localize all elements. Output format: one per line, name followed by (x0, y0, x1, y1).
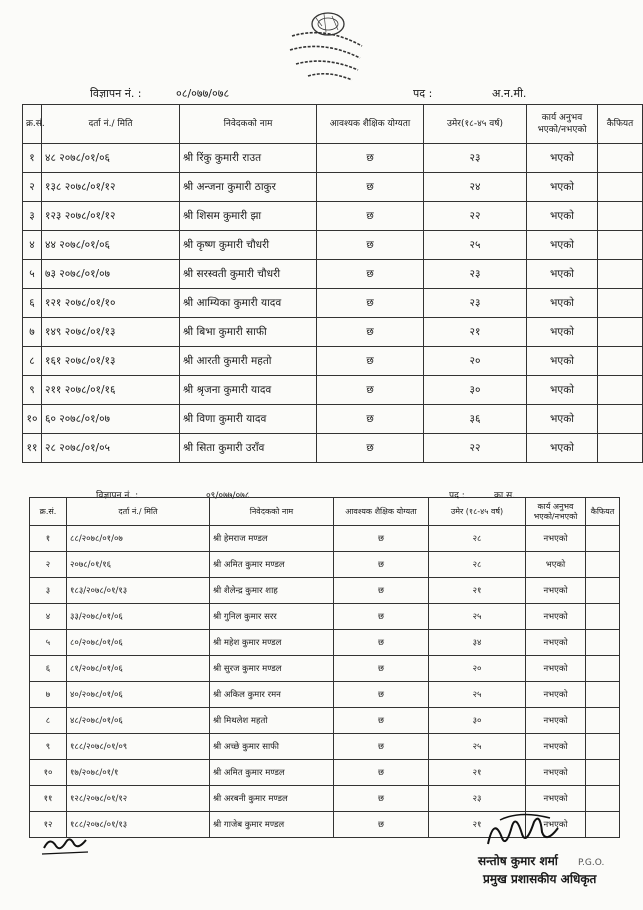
cell-applicant-name: श्री अमित कुमार मण्डल (210, 552, 334, 578)
table-row (23, 173, 643, 202)
cell-reg-date: १३८ २०७८/०१/१२ (42, 173, 180, 202)
cell-qualification: छ (317, 289, 424, 318)
cell-serial: ९ (30, 734, 67, 760)
cell-applicant-name: श्री श्रृजना कुमारी यादव (180, 376, 317, 405)
section2-post-value: का.स. (494, 491, 516, 501)
cell-reg-date: १८८/२०७८/०१/०९ (67, 734, 210, 760)
cell-serial: ६ (23, 289, 42, 318)
cell-applicant-name: श्री गाजेब कुमार मण्डल (210, 812, 334, 838)
cell-serial: ११ (30, 786, 67, 812)
cell-age: ३६ (424, 405, 527, 434)
cell-age: २८ (429, 552, 526, 578)
cell-applicant-name: श्री शिसम कुमारी झा (180, 202, 317, 231)
cell-applicant-name: श्री आम्यिका कुमारी यादव (180, 289, 317, 318)
table-row (23, 144, 643, 173)
table-row (23, 260, 643, 289)
header-applicant-name: निवेदकको नाम (180, 105, 317, 144)
cell-qualification: छ (317, 173, 424, 202)
cell-age: २५ (424, 231, 527, 260)
officer-signature (480, 808, 570, 854)
cell-serial: ४ (23, 231, 42, 260)
officer-name: सन्तोष कुमार शर्मा (478, 854, 558, 868)
header-serial: क्र.सं. (23, 105, 42, 144)
cell-remarks (598, 434, 643, 463)
cell-experience: भएको (527, 434, 598, 463)
cell-experience: नभएको (526, 630, 586, 656)
cell-experience: भएको (527, 173, 598, 202)
cell-remarks (598, 173, 643, 202)
cell-serial: ५ (30, 630, 67, 656)
table-row (30, 552, 620, 578)
cell-applicant-name: श्री सिता कुमारी उराँव (180, 434, 317, 463)
cell-qualification: छ (334, 682, 429, 708)
header-age: उमेर (१८-४५ वर्ष) (429, 498, 526, 526)
cell-experience: नभएको (526, 812, 586, 838)
cell-qualification: छ (334, 526, 429, 552)
cell-reg-date: २११ २०७८/०१/१६ (42, 376, 180, 405)
table-row (23, 347, 643, 376)
cell-age: ३४ (429, 630, 526, 656)
cell-applicant-name: श्री अच्छे कुमार साफी (210, 734, 334, 760)
cell-reg-date: १२१ २०७८/०१/१० (42, 289, 180, 318)
section1-ad-number: ०८/०७७/०७८ (176, 87, 230, 100)
cell-qualification: छ (317, 318, 424, 347)
header-reg-date: दर्ता नं./ मिति (42, 105, 180, 144)
cell-qualification: छ (334, 734, 429, 760)
cell-reg-date: ६० २०७८/०१/०७ (42, 405, 180, 434)
cell-remarks (598, 376, 643, 405)
office-seal-stamp (286, 6, 364, 84)
cell-age: २० (424, 347, 527, 376)
cell-age: २२ (424, 202, 527, 231)
cell-age: २३ (424, 144, 527, 173)
header-serial: क्र.सं. (30, 498, 67, 526)
table-row (30, 760, 620, 786)
cell-reg-date: ७३ २०७८/०१/०७ (42, 260, 180, 289)
cell-reg-date: २०७८/०१/१६ (67, 552, 210, 578)
header-experience: कार्य अनुभव भएको/नभएको (526, 498, 586, 526)
cell-experience: भएको (526, 552, 586, 578)
cell-serial: ४ (30, 604, 67, 630)
cell-qualification: छ (317, 347, 424, 376)
cell-qualification: छ (317, 260, 424, 289)
cell-reg-date: १४९ २०७८/०१/१३ (42, 318, 180, 347)
cell-experience: नभएको (526, 682, 586, 708)
cell-serial: ११ (23, 434, 42, 463)
cell-qualification: छ (334, 708, 429, 734)
table-row (23, 289, 643, 318)
header-remarks: कैफियत (598, 105, 643, 144)
cell-remarks (586, 656, 620, 682)
cell-remarks (586, 630, 620, 656)
table-row (30, 734, 620, 760)
cell-remarks (586, 552, 620, 578)
section1-header-row (23, 105, 643, 144)
cell-applicant-name: श्री सुरज कुमार मण्डल (210, 656, 334, 682)
table-row (30, 630, 620, 656)
header-age: उमेर(१८-४५ वर्ष) (424, 105, 527, 144)
cell-qualification: छ (334, 578, 429, 604)
cell-experience: भएको (527, 202, 598, 231)
cell-age: २१ (424, 318, 527, 347)
cell-serial: २ (30, 552, 67, 578)
section2-table (29, 497, 620, 838)
cell-serial: ५ (23, 260, 42, 289)
section2-header-row (30, 498, 620, 526)
cell-age: २५ (429, 734, 526, 760)
cell-serial: ८ (30, 708, 67, 734)
cell-reg-date: २८ २०७८/०१/०५ (42, 434, 180, 463)
cell-serial: ६ (30, 656, 67, 682)
cell-age: २१ (429, 578, 526, 604)
cell-reg-date: ८०/२०७८/०१/०६ (67, 630, 210, 656)
cell-qualification: छ (334, 656, 429, 682)
cell-experience: नभएको (526, 760, 586, 786)
cell-reg-date: १६१ २०७८/०१/१३ (42, 347, 180, 376)
cell-applicant-name: श्री हेमराज मण्डल (210, 526, 334, 552)
cell-applicant-name: श्री सरस्वती कुमारी चौधरी (180, 260, 317, 289)
cell-serial: ८ (23, 347, 42, 376)
header-applicant-name: निवेदकको नाम (210, 498, 334, 526)
cell-age: २३ (424, 260, 527, 289)
cell-age: २१ (429, 812, 526, 838)
cell-remarks (598, 318, 643, 347)
cell-experience: भएको (527, 144, 598, 173)
table-row (23, 202, 643, 231)
cell-reg-date: १८३/२०७८/०१/१३ (67, 578, 210, 604)
cell-age: २१ (429, 760, 526, 786)
cell-remarks (586, 578, 620, 604)
cell-experience: भएको (527, 318, 598, 347)
table-row (30, 682, 620, 708)
cell-reg-date: १२८/२०७८/०१/१२ (67, 786, 210, 812)
cell-applicant-name: श्री शैलेन्द्र कुमार शाह (210, 578, 334, 604)
cell-experience: भएको (527, 231, 598, 260)
cell-reg-date: ८१/२०७८/०१/०६ (67, 656, 210, 682)
cell-serial: ७ (23, 318, 42, 347)
cell-remarks (598, 289, 643, 318)
cell-experience: नभएको (526, 734, 586, 760)
table-row (30, 526, 620, 552)
cell-experience: नभएको (526, 604, 586, 630)
cell-age: ३० (424, 376, 527, 405)
header-qualification: आवश्यक शैक्षिक योग्यता (334, 498, 429, 526)
section2-ad-label: विज्ञापन नं. : (96, 491, 139, 501)
cell-qualification: छ (334, 812, 429, 838)
page-code: P.G.O. (578, 858, 605, 868)
cell-reg-date: ४४ २०७८/०१/०६ (42, 231, 180, 260)
table-row (30, 604, 620, 630)
cell-qualification: छ (317, 144, 424, 173)
table-row (30, 578, 620, 604)
cell-reg-date: ८८/२०७८/०१/०७ (67, 526, 210, 552)
cell-age: २३ (424, 289, 527, 318)
cell-qualification: छ (317, 231, 424, 260)
cell-remarks (586, 526, 620, 552)
table-row (30, 656, 620, 682)
cell-experience: भएको (527, 347, 598, 376)
cell-serial: २ (23, 173, 42, 202)
cell-experience: भएको (527, 289, 598, 318)
cell-serial: १० (30, 760, 67, 786)
section1-table (22, 104, 643, 463)
cell-applicant-name: श्री बिभा कुमारी साफी (180, 318, 317, 347)
cell-age: ३० (429, 708, 526, 734)
cell-qualification: छ (317, 434, 424, 463)
cell-remarks (586, 708, 620, 734)
cell-qualification: छ (334, 760, 429, 786)
cell-qualification: छ (334, 786, 429, 812)
cell-reg-date: ४८/२०७८/०१/०६ (67, 708, 210, 734)
header-experience: कार्य अनुभव भएको/नभएको (527, 105, 598, 144)
table-row (23, 318, 643, 347)
cell-reg-date: ४८ २०७८/०१/०६ (42, 144, 180, 173)
table-row (23, 405, 643, 434)
cell-applicant-name: श्री मिथलेश महतो (210, 708, 334, 734)
cell-experience: नभएको (526, 786, 586, 812)
officer-title: प्रमुख प्रशासकीय अधिकृत (483, 872, 597, 886)
cell-applicant-name: श्री अमित कुमार मण्डल (210, 760, 334, 786)
table-row (23, 231, 643, 260)
cell-applicant-name: श्री रिंकु कुमारी राउत (180, 144, 317, 173)
cell-remarks (598, 347, 643, 376)
table-row (30, 708, 620, 734)
cell-remarks (598, 144, 643, 173)
cell-experience: नभएको (526, 656, 586, 682)
section1-post-value: अ.न.मी. (492, 87, 527, 100)
cell-remarks (598, 231, 643, 260)
cell-reg-date: ३३/२०७८/०१/०६ (67, 604, 210, 630)
cell-remarks (598, 260, 643, 289)
cell-age: २० (429, 656, 526, 682)
cell-remarks (598, 202, 643, 231)
cell-reg-date: ४०/२०७८/०१/०६ (67, 682, 210, 708)
section2-post-label: पद : (449, 491, 465, 501)
cell-applicant-name: श्री आरती कुमारी महतो (180, 347, 317, 376)
cell-remarks (586, 604, 620, 630)
cell-age: २८ (429, 526, 526, 552)
section1-post-label: पद : (413, 87, 433, 100)
cell-serial: ९ (23, 376, 42, 405)
cell-serial: १ (23, 144, 42, 173)
cell-applicant-name: श्री अन्जना कुमारी ठाकुर (180, 173, 317, 202)
cell-age: २२ (424, 434, 527, 463)
cell-applicant-name: श्री विणा कुमारी यादव (180, 405, 317, 434)
cell-serial: ३ (23, 202, 42, 231)
cell-qualification: छ (334, 630, 429, 656)
cell-applicant-name: श्री अकिल कुमार रमन (210, 682, 334, 708)
cell-experience: नभएको (526, 708, 586, 734)
cell-age: २५ (429, 604, 526, 630)
cell-serial: ७ (30, 682, 67, 708)
header-qualification: आवश्यक शैक्षिक योग्यता (317, 105, 424, 144)
cell-qualification: छ (317, 202, 424, 231)
cell-serial: ३ (30, 578, 67, 604)
cell-age: २४ (424, 173, 527, 202)
cell-remarks (598, 405, 643, 434)
cell-reg-date: १७/२०७८/०१/१ (67, 760, 210, 786)
cell-reg-date: १२३ २०७८/०१/१२ (42, 202, 180, 231)
cell-serial: १० (23, 405, 42, 434)
header-reg-date: दर्ता नं./ मिति (67, 498, 210, 526)
cell-serial: १ (30, 526, 67, 552)
section2-ad-number: ०९/०७७/०७८ (206, 491, 250, 501)
cell-qualification: छ (317, 405, 424, 434)
initials-signature (40, 832, 90, 858)
cell-reg-date: १८८/२०७८/०१/१३ (67, 812, 210, 838)
cell-applicant-name: श्री कृष्ण कुमारी चौधरी (180, 231, 317, 260)
header-remarks: कैफियत (586, 498, 620, 526)
table-row (23, 376, 643, 405)
cell-experience: नभएको (526, 578, 586, 604)
cell-experience: भएको (527, 376, 598, 405)
cell-experience: भएको (527, 260, 598, 289)
cell-age: २३ (429, 786, 526, 812)
cell-experience: नभएको (526, 526, 586, 552)
cell-qualification: छ (334, 604, 429, 630)
cell-remarks (586, 682, 620, 708)
cell-age: २५ (429, 682, 526, 708)
section1-ad-label: विज्ञापन नं. : (90, 87, 142, 100)
cell-remarks (586, 734, 620, 760)
cell-applicant-name: श्री महेश कुमार मण्डल (210, 630, 334, 656)
cell-remarks (586, 760, 620, 786)
cell-remarks (586, 786, 620, 812)
cell-qualification: छ (317, 376, 424, 405)
cell-qualification: छ (334, 552, 429, 578)
table-row (23, 434, 643, 463)
cell-experience: भएको (527, 405, 598, 434)
cell-applicant-name: श्री गुनिल कुमार सरर (210, 604, 334, 630)
cell-serial: १२ (30, 812, 67, 838)
cell-remarks (586, 812, 620, 838)
cell-applicant-name: श्री अरबनी कुमार मण्डल (210, 786, 334, 812)
